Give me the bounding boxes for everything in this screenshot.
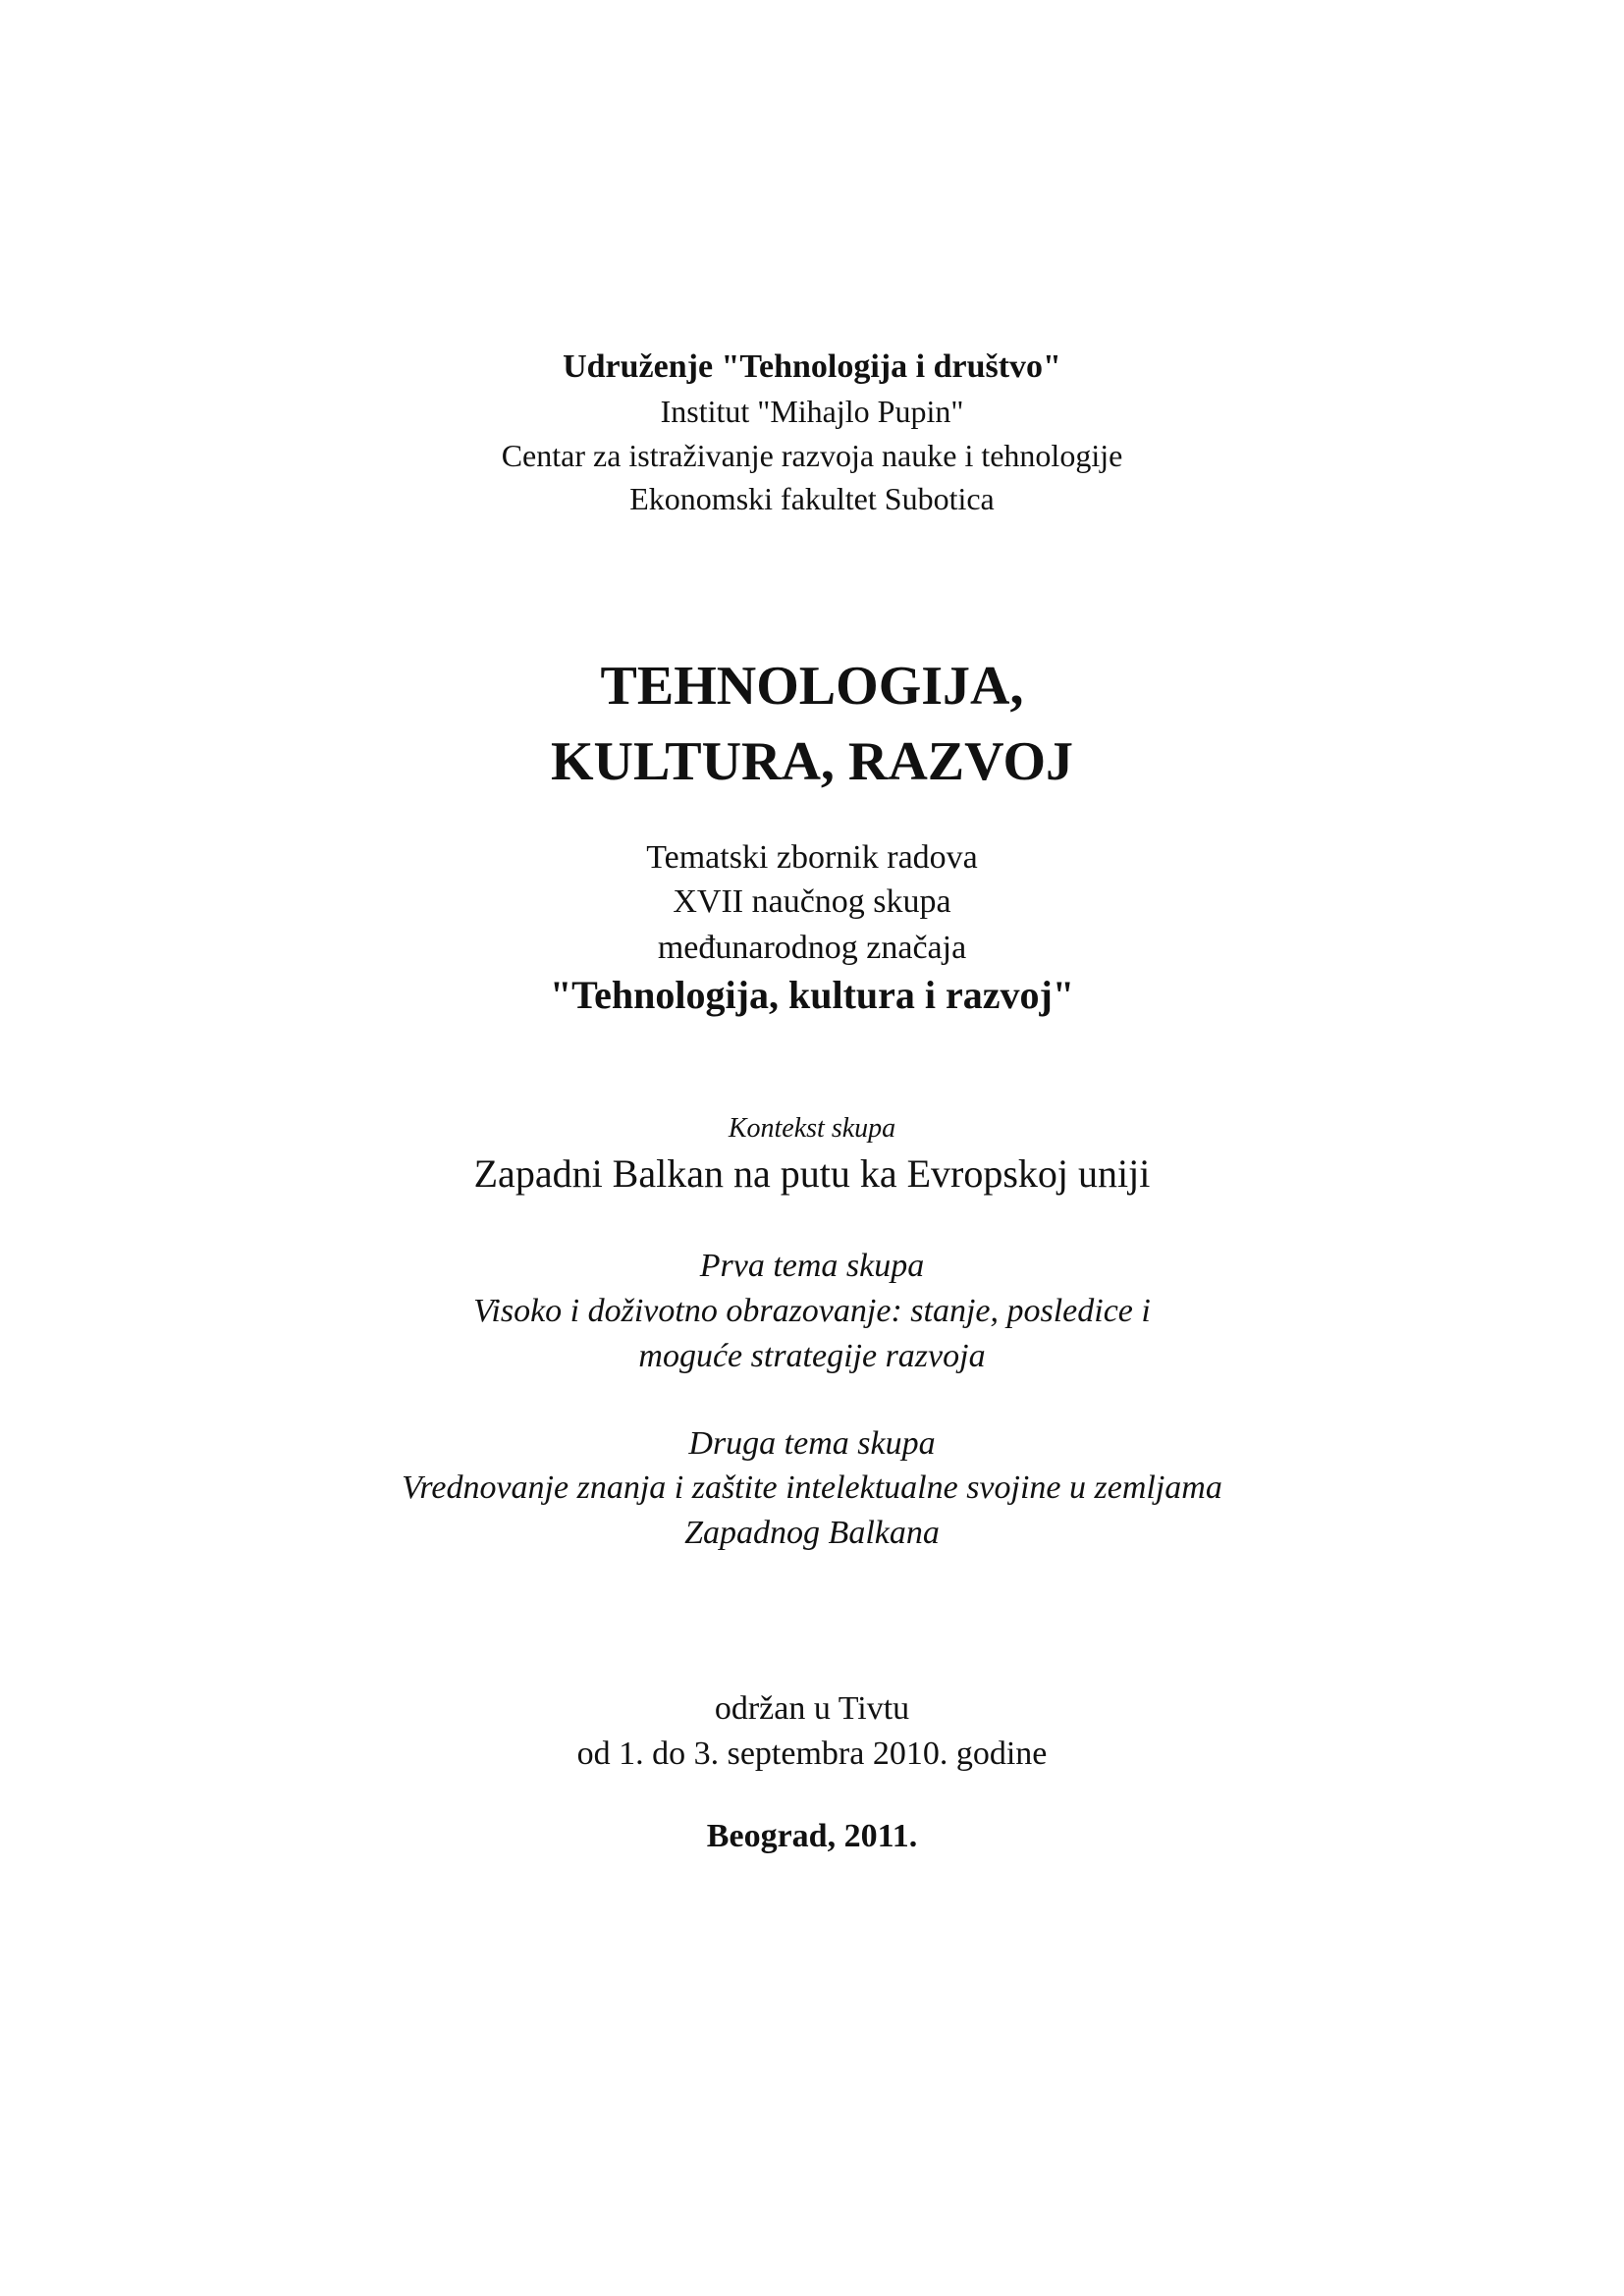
faculty-name: Ekonomski fakultet Subotica	[629, 481, 995, 516]
event-location: održan u Tivtu	[714, 1690, 910, 1727]
second-theme-line-1: Vrednovanje znanja i zaštite intelektualne svojine u zemljama	[402, 1469, 1222, 1506]
book-title-line-1: TEHNOLOGIJA,	[600, 656, 1024, 717]
first-theme-label: Prva tema skupa	[699, 1248, 925, 1284]
context-label: Kontekst skupa	[728, 1113, 896, 1144]
first-theme-line-1: Visoko i doživotno obrazovanje: stanje, posledice i	[473, 1293, 1151, 1329]
description-line-3: međunarodnog značaja	[657, 930, 967, 966]
event-dates: od 1. do 3. septembra 2010. godine	[576, 1735, 1048, 1772]
association-name: Udruženje "Tehnologija i društvo"	[563, 348, 1061, 385]
first-theme-line-2: moguće strategije razvoja	[638, 1338, 986, 1374]
second-theme-label: Druga tema skupa	[688, 1425, 936, 1462]
second-theme-line-2: Zapadnog Balkana	[684, 1515, 940, 1551]
institute-name: Institut "Mihajlo Pupin"	[660, 394, 964, 429]
center-name: Centar za istraživanje razvoja nauke i tehnologije	[501, 438, 1123, 473]
book-title-line-2: KULTURA, RAZVOJ	[551, 731, 1073, 792]
context-text: Zapadni Balkan na putu ka Evropskoj uniji	[473, 1151, 1151, 1196]
description-line-1: Tematski zbornik radova	[646, 839, 978, 876]
conference-name: "Tehnologija, kultura i razvoj"	[549, 973, 1075, 1017]
imprint: Beograd, 2011.	[706, 1818, 918, 1854]
description-line-2: XVII naučnog skupa	[673, 883, 951, 920]
